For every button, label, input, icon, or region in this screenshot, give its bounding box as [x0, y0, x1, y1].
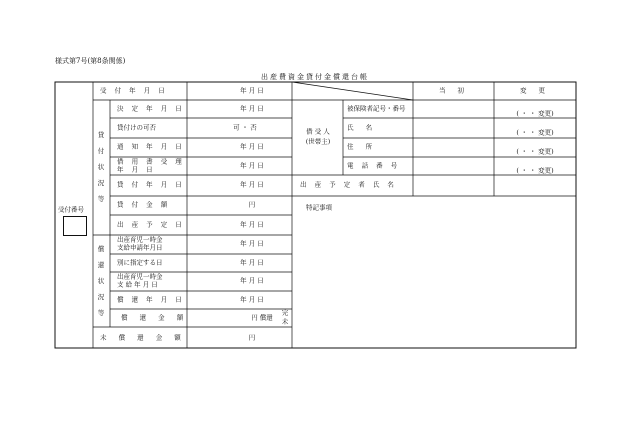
value-loan-date: 年 月 日 — [240, 180, 264, 189]
name-label: 氏 名 — [347, 123, 378, 132]
row-decision-date: 決 定 年 月 日 — [117, 104, 185, 113]
notes-label: 特記事項 — [306, 203, 332, 212]
value-loan-approval: 可 ・ 否 — [233, 123, 257, 132]
row-loan-approval: 貸付けの可否 — [117, 123, 156, 132]
change-entry-insured: ( ・ ・ 変更) — [516, 109, 554, 118]
column-change: 変 更 — [519, 86, 551, 95]
row-receipt-date: 受 付 年 月 日 — [100, 86, 168, 95]
row-designated-date: 別に指定する日 — [117, 258, 163, 267]
address-label: 住 所 — [347, 142, 378, 151]
column-initial: 当 初 — [438, 86, 470, 95]
row-bond-receipt-1: 借 用 書 受 理 — [117, 157, 185, 166]
value-apply-date: 年 月 日 — [240, 239, 264, 248]
value-unpaid-amount: 円 — [248, 333, 256, 342]
value-complete-1: 完 — [281, 308, 289, 317]
row-due-date: 出 産 予 定 日 — [117, 220, 185, 229]
value-repaid-label: 円 償還 — [251, 313, 273, 322]
value-loan-amount: 円 — [248, 200, 256, 209]
value-payment-date: 年 月 日 — [240, 276, 264, 285]
row-loan-date: 貸 付 年 月 日 — [117, 180, 185, 189]
group-loan-status: 貸付状況等 — [97, 131, 105, 203]
value-receipt-date: 年 月 日 — [240, 86, 264, 95]
value-decision-date: 年 月 日 — [240, 104, 264, 113]
phone-label: 電 話 番 号 — [347, 161, 401, 170]
row-payment-date-2: 支 給 年 月 日 — [117, 280, 158, 289]
group-repayment-status: 償還状況等 — [97, 245, 105, 317]
value-designated-date: 年 月 日 — [240, 258, 264, 267]
row-bond-receipt-2: 年 月 日 — [117, 165, 156, 174]
change-entry-phone: ( ・ ・ 変更) — [516, 166, 554, 175]
insured-symbol-label: 被保険者記号・番号 — [347, 104, 406, 113]
receipt-number-label: 受付番号 — [58, 205, 84, 214]
form-number: 様式第7号(第8条関係) — [55, 57, 126, 65]
borrower-label: 借 受 人 — [306, 127, 330, 136]
value-repayment-date: 年 月 日 — [240, 295, 264, 304]
change-entry-name: ( ・ ・ 変更) — [516, 128, 554, 137]
value-notice-date: 年 月 日 — [240, 142, 264, 151]
row-payment-date-1: 出産育児一時金 — [117, 272, 163, 281]
value-complete-2: 未 — [281, 317, 289, 326]
row-apply-date-1: 出産育児一時金 — [117, 235, 163, 244]
row-apply-date-2: 支給申請年月日 — [117, 243, 163, 252]
borrower-label-sub: (世帯主) — [305, 137, 331, 146]
expected-mother-label: 出 産 予 定 者 氏 名 — [300, 180, 397, 189]
row-loan-amount: 貸 付 金 額 — [117, 200, 171, 209]
row-repayment-amount: 償 還 金 額 — [121, 313, 189, 322]
change-entry-address: ( ・ ・ 変更) — [516, 147, 554, 156]
row-repayment-date: 償 還 年 月 日 — [117, 295, 185, 304]
value-bond-receipt-date: 年 月 日 — [240, 161, 264, 170]
row-notice-date: 通 知 年 月 日 — [117, 142, 185, 151]
value-due-date: 年 月 日 — [240, 220, 264, 229]
form-title: 出産費資金貸付金償還台帳 — [261, 73, 369, 81]
row-unpaid-amount: 未 償 還 金 額 — [100, 333, 186, 342]
receipt-number-box — [63, 216, 87, 236]
